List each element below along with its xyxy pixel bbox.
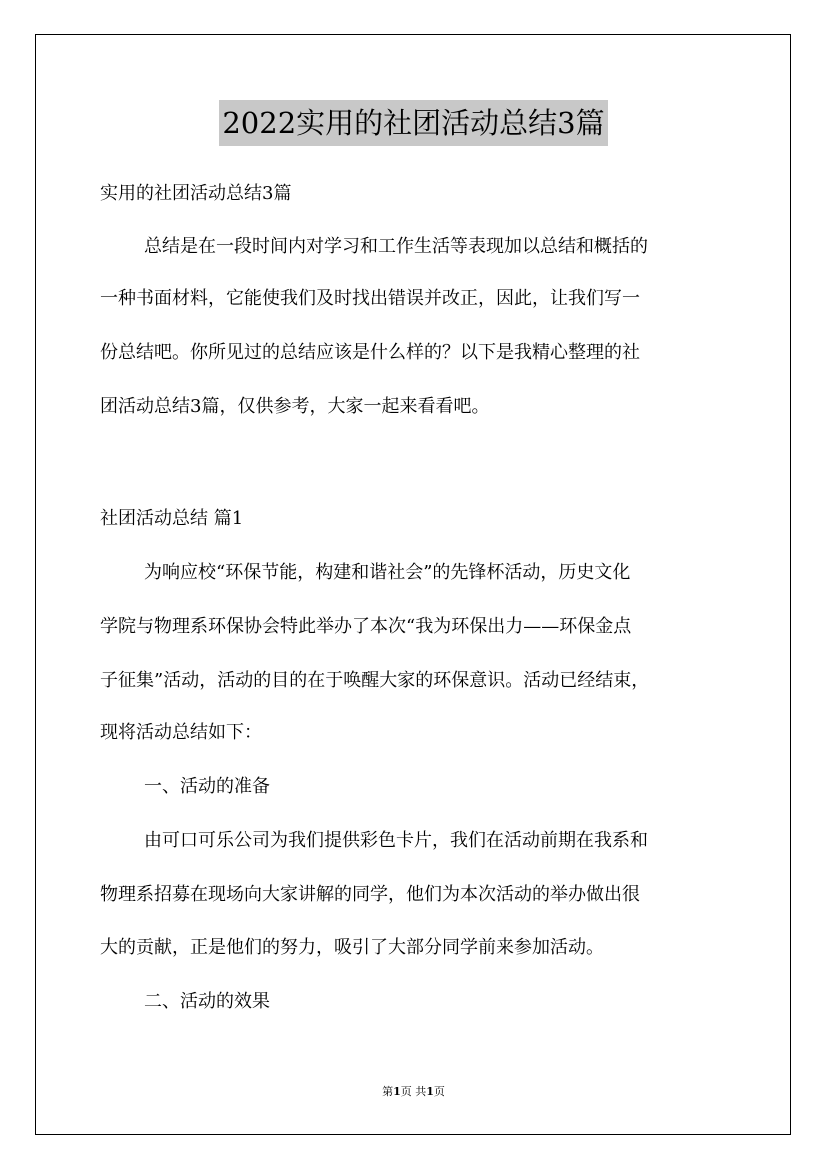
section-heading: 社团活动总结 篇1 — [100, 508, 244, 529]
paragraph-line: 大的贡献，正是他们的努力，吸引了大部分同学前来参加活动。 — [100, 937, 604, 958]
footer-suffix: 页 — [433, 1085, 445, 1098]
intro-line: 一种书面材料，它能使我们及时找出错误并改正，因此，让我们写一 — [100, 288, 640, 309]
footer-page-number: 1 — [393, 1085, 401, 1098]
paragraph-line: 子征集”活动，活动的目的在于唤醒大家的环保意识。活动已经结束， — [100, 670, 650, 691]
title-container — [0, 100, 827, 146]
document-title: 2022实用的社团活动总结3篇 — [219, 100, 607, 146]
intro-line: 总结是在一段时间内对学习和工作生活等表现加以总结和概括的 — [144, 236, 648, 257]
subsection-heading: 一、活动的准备 — [144, 776, 270, 797]
paragraph-line: 学院与物理系环保协会特此举办了本次“我为环保出力——环保金点 — [100, 616, 632, 637]
intro-line: 份总结吧。你所见过的总结应该是什么样的？以下是我精心整理的社 — [100, 342, 640, 363]
footer-mid: 页 共 — [400, 1085, 427, 1098]
footer-total-pages: 1 — [426, 1085, 434, 1098]
paragraph-line: 由可口可乐公司为我们提供彩色卡片，我们在活动前期在我系和 — [144, 830, 648, 851]
footer-prefix: 第 — [382, 1085, 394, 1098]
subsection-heading: 二、活动的效果 — [144, 991, 270, 1012]
paragraph-line: 物理系招募在现场向大家讲解的同学，他们为本次活动的举办做出很 — [100, 884, 640, 905]
document-subtitle: 实用的社团活动总结3篇 — [100, 183, 292, 204]
paragraph-line: 现将活动总结如下： — [100, 722, 262, 743]
paragraph-line: 为响应校“环保节能，构建和谐社会”的先锋杯活动，历史文化 — [144, 562, 631, 583]
page-footer — [0, 1083, 827, 1099]
intro-line: 团活动总结3篇，仅供参考，大家一起来看看吧。 — [100, 396, 490, 417]
